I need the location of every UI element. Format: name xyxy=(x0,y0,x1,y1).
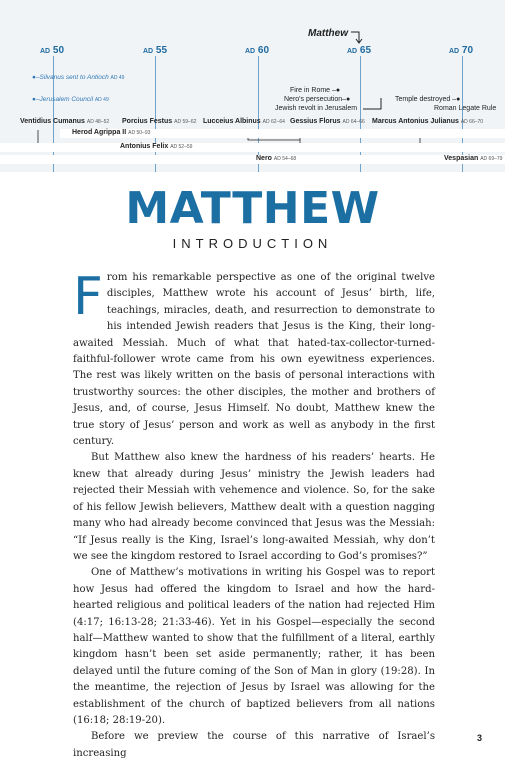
ruler-agrippa: Herod Agrippa II AD 50–93 xyxy=(72,129,151,136)
page-number: 3 xyxy=(476,733,482,743)
page-title: MATTHEW xyxy=(125,183,380,234)
event-temple-destroyed: Temple destroyed –● xyxy=(395,96,461,103)
drop-cap: F xyxy=(73,267,103,327)
paragraph-4: Before we preview the course of this narrative of Israel’s increasing xyxy=(73,731,435,759)
tick-ad50: AD 50 xyxy=(40,45,65,56)
timeline-banner xyxy=(0,0,505,172)
event-roman-legate-rule: Roman Legate Rule xyxy=(434,105,497,112)
felix-band xyxy=(0,143,505,152)
body-text xyxy=(73,267,435,762)
event-fire-in-rome: Fire in Rome –● xyxy=(290,87,341,94)
ruler-vespasian: Vespasian AD 69–79 xyxy=(444,155,503,162)
tick-ad60: AD 60 xyxy=(245,45,270,56)
event-silvanus: ●–Silvanus sent to Antioch AD 49 xyxy=(32,74,125,81)
gospel-marker-label: Matthew xyxy=(308,28,348,39)
tick-ad55: AD 55 xyxy=(143,45,168,56)
paragraph-1: From his remarkable perspective as one of the original twelve disciples, Matthew wrote his account of Jesus’ birth, life, teachings, miracles, death, and resurrection to demonstrate to his intended Jewish readers that Jesus is the King, their long-awaited Messiah. Much of what that hated-tax-collector-turned-faithful-follower wrote came from his own eyewitness experiences. The rest was likely written on the basis of personal interactions with trustworthy sources: the other disciples, the mother and brothers of Jesus, and, of course, Jesus Himself. No doubt, Matthew knew the true story of Jesus’ person and work as well as anybody in the first century. xyxy=(73,267,435,448)
ruler-nero: Nero AD 54–68 xyxy=(256,155,297,162)
tick-ad65: AD 65 xyxy=(347,45,372,56)
ruler-albinus: Lucceius Albinus AD 62–64 xyxy=(203,118,285,125)
event-jerusalem-council: ●–Jerusalem Council AD 49 xyxy=(32,96,109,103)
ruler-julianus: Marcus Antonius Julianus AD 66–70 xyxy=(372,118,484,125)
tick-ad70: AD 70 xyxy=(449,45,474,56)
ruler-florus: Gessius Florus AD 64–66 xyxy=(290,118,365,125)
paragraph-2: But Matthew also knew the hardness of his readers’ hearts. He knew that already during Jesus’ ministry the Jewish leaders had rejected their Messiah with vehemence and violence. So, for the sake of his fellow Jewish believers, Matthew dealt with a question nagging many who had already become convinced that Jesus was the Messiah: “If Jesus really is the King, Israel’s long-awaited Messiah, why don’t we see the kingdom restored to Israel according to God’s promises?” xyxy=(73,452,435,562)
ruler-cumanus: Ventidius Cumanus AD 48–52 xyxy=(20,118,110,125)
event-neros-persecution: Nero's persecution–● xyxy=(284,96,351,103)
event-jewish-revolt: Jewish revolt in Jerusalem xyxy=(275,105,358,112)
ruler-felix: Antonius Felix AD 52–59 xyxy=(120,143,193,150)
gospel-marker-arrow-icon xyxy=(350,30,364,44)
ruler-festus: Porcius Festus AD 59–62 xyxy=(122,118,197,125)
nero-band xyxy=(0,155,505,164)
jewish-revolt-connector xyxy=(362,94,386,110)
page-subtitle: INTRODUCTION xyxy=(172,236,333,251)
paragraph-3: One of Matthew’s motivations in writing his Gospel was to report how Jesus had offered the kingdom to Israel and how the hard-hearted religious and political leaders of the nation had rejected Him (4:17; 16:13-28; 21:33-46). Yet in his Gospel—especially the second half—Matthew wanted to show that the fulfillment of a literal, earthly kingdom hasn’t been set aside permanently; rather, it has been delayed until the future coming of the Son of Man in glory (19:28). In the meantime, the rejection of Jesus by Israel was allowing for the establishment of the church of baptized believers from all nations (16:18; 28:19-20). xyxy=(73,567,435,726)
